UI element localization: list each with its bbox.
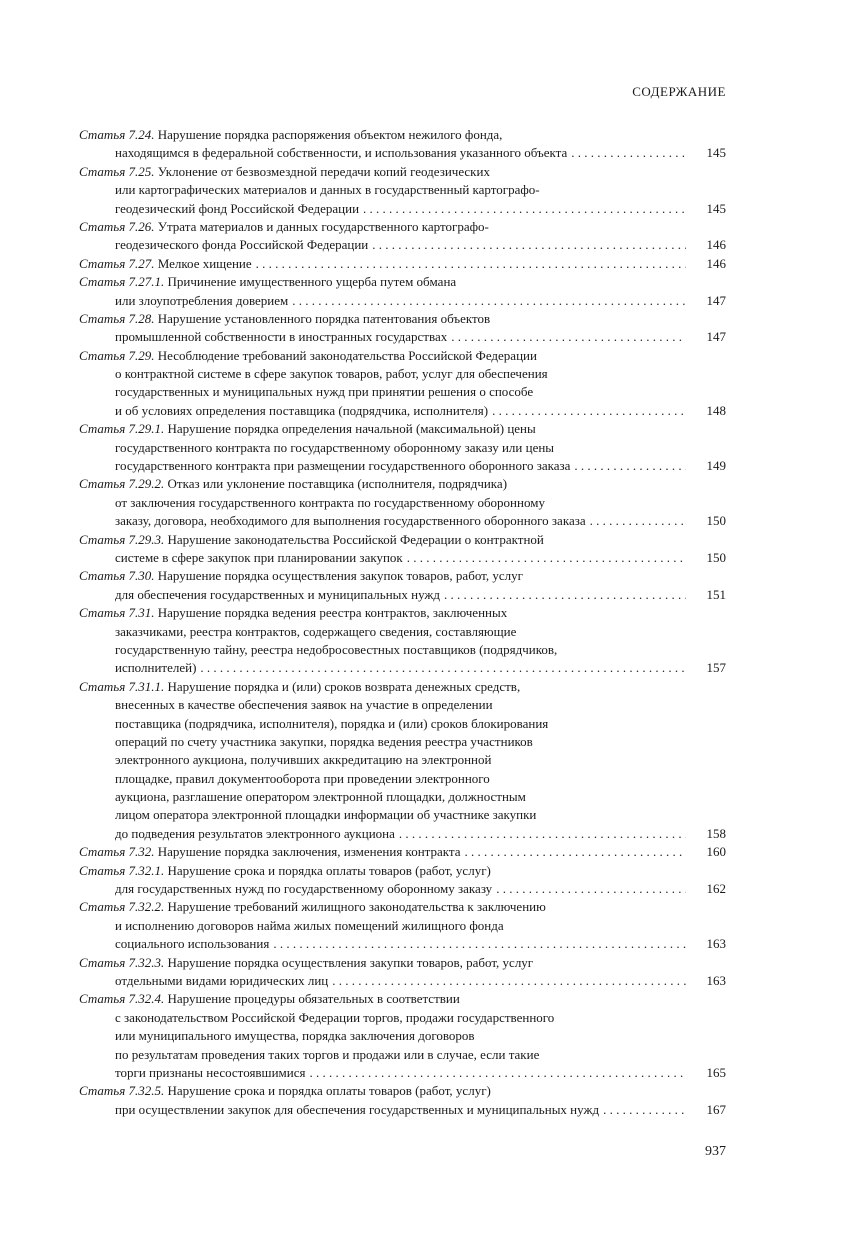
toc-entry[interactable] [79,862,726,899]
article-title-text: заказу, договора, необходимого для выполнения государственного оборонного заказа [115,513,586,529]
article-number: Статья 7.32.1. [79,862,165,878]
article-title-text: Нарушение срока и порядка оплаты товаров (работ, услуг) [167,862,491,878]
article-title-text: Уклонение от безвозмездной передачи копий геодезических [157,163,490,179]
dot-leader [567,144,686,162]
article-title-text: площадке, правил документооборота при проведении электронного [115,770,490,786]
toc-line [79,770,726,788]
toc-entry[interactable] [79,218,726,255]
dot-leader [570,457,686,475]
article-title-text: Нарушение порядка заключения, изменения контракта [157,844,461,860]
dot-leader [403,549,686,567]
toc-entry[interactable] [79,255,726,273]
toc-entry[interactable] [79,420,726,475]
dot-leader [288,292,686,310]
toc-entry[interactable] [79,898,726,953]
article-number: Статья 7.29. [79,347,155,363]
article-title-text: лицом оператора электронной площадки информации об участнике закупки [115,807,537,823]
dot-leader [196,659,686,677]
toc-line [79,1009,726,1027]
article-title-text: Нарушение порядка распоряжения объектом нежилого фонда, [157,127,503,142]
toc-line [79,641,726,659]
toc-entry[interactable] [79,126,726,163]
toc-page-number: 158 [706,825,726,841]
toc-line [79,1064,726,1082]
article-title-text: и исполнению договоров найма жилых помещений жилищного фонда [115,917,504,933]
toc-line [79,733,726,751]
dot-leader [368,236,686,254]
toc-line [79,604,726,622]
article-title-text: заказчиками, реестра контрактов, содержащего сведения, составляющие [115,623,517,639]
toc-line [79,806,726,824]
toc-line [79,843,726,861]
article-title-text: Нарушение процедуры обязательных в соответствии [167,991,460,1007]
toc-line [79,255,726,273]
dot-leader [492,880,686,898]
toc-line [79,935,726,953]
toc-line [79,678,726,696]
article-title-text: и об условиях определения поставщика (подрядчика, исполнителя) [115,402,489,418]
dot-leader [586,512,686,530]
toc-line [79,163,726,181]
article-title-text: государственную тайну, реестра недобросовестных поставщиков (подрядчиков, [115,641,558,657]
article-title-text: Нарушение порядка определения начальной (максимальной) цены [167,421,536,437]
article-title-text: системе в сфере закупок при планировании закупок [115,549,403,565]
toc-page-number: 150 [706,549,726,565]
article-number: Статья 7.25. [79,163,155,179]
toc-line [79,531,726,549]
toc-line [79,1101,726,1119]
article-title-text: электронного аукциона, получивших аккредитацию на электронной [115,752,492,768]
toc-line [79,788,726,806]
article-title-text: геодезический фонд Российской Федерации [115,200,360,216]
article-title-text: по результатам проведения таких торгов и продажи или в случае, если такие [115,1046,540,1062]
toc-line [79,144,726,162]
toc-page-number: 167 [706,1101,726,1117]
article-title-text: Причинение имущественного ущерба путем обмана [167,274,457,290]
toc-line [79,567,726,585]
toc-page-number: 163 [706,972,726,988]
article-title-text: Нарушение порядка ведения реестра контрактов, заключенных [157,605,508,621]
toc-line [79,402,726,420]
dot-leader [395,825,686,843]
article-number: Статья 7.27. [79,255,155,271]
toc-line [79,457,726,475]
toc-line [79,420,726,438]
article-title-text: торги признаны несостоявшимися [115,1064,306,1080]
article-title-text: или картографических материалов и данных в государственный картографо- [115,182,540,198]
article-title-text: Отказ или уклонение поставщика (исполнителя, подрядчика) [167,476,508,492]
toc-page-number: 147 [706,329,726,345]
dot-leader [440,586,686,604]
article-number: Статья 7.29.1. [79,421,165,437]
dot-leader [328,972,686,990]
article-number: Статья 7.29.2. [79,476,165,492]
toc-line [79,439,726,457]
toc-page-number: 165 [706,1064,726,1080]
toc-entry[interactable] [79,843,726,861]
article-title-text: операций по счету участника закупки, порядка ведения реестра участников [115,733,533,749]
dot-leader [252,255,686,273]
toc-line [79,328,726,346]
dot-leader [305,1064,686,1082]
toc-line [79,954,726,972]
toc-page-number: 150 [706,513,726,529]
article-title-text: о контрактной системе в сфере закупок товаров, работ, услуг для обеспечения [115,366,548,382]
article-title-text: с законодательством Российской Федерации торгов, продажи государственного [115,1009,555,1025]
toc-line [79,1046,726,1064]
toc-line [79,347,726,365]
toc-line [79,715,726,733]
dot-leader [269,935,686,953]
toc-entry[interactable] [79,475,726,530]
article-title-text: для государственных нужд по государственному оборонному заказу [115,881,493,897]
article-title-text: исполнителей) [115,660,197,676]
toc-page-number: 160 [706,844,726,860]
toc-line [79,1082,726,1100]
dot-leader [359,200,686,218]
toc-line [79,751,726,769]
article-number: Статья 7.31.1. [79,678,165,694]
article-title-text: социального использования [115,936,270,952]
article-number: Статья 7.31. [79,605,155,621]
toc-line [79,181,726,199]
toc-line [79,126,726,144]
article-title-text: государственного контракта по государственному оборонному заказу или цены [115,439,555,455]
article-number: Статья 7.28. [79,310,155,326]
toc-page-number: 148 [706,402,726,418]
article-title-text: государственного контракта при размещении государственного оборонного заказа [115,458,571,474]
article-number: Статья 7.32.5. [79,1083,165,1099]
article-title-text: государственных и муниципальных нужд при принятии решения о способе [115,384,534,400]
toc-entry[interactable] [79,954,726,991]
toc-entry[interactable] [79,347,726,421]
article-title-text: Несоблюдение требований законодательства Российской Федерации [157,347,537,363]
article-title-text: внесенных в качестве обеспечения заявок на участие в определении [115,697,493,713]
dot-leader [461,843,686,861]
article-title-text: аукциона, разглашение оператором электронной площадки, должностным [115,789,526,805]
article-title-text: Нарушение требований жилищного законодательства к заключению [167,899,546,915]
article-title-text: или злоупотребления доверием [115,292,289,308]
toc-page-number: 147 [706,292,726,308]
toc-line [79,696,726,714]
toc-line [79,292,726,310]
toc-line [79,880,726,898]
article-title-text: от заключения государственного контракта по государственному оборонному [115,494,545,510]
toc-entry[interactable] [79,163,726,218]
toc-line [79,383,726,401]
article-number: Статья 7.32.3. [79,954,165,970]
toc-entry[interactable] [79,531,726,568]
toc-line [79,898,726,916]
toc-line [79,236,726,254]
article-number: Статья 7.32.2. [79,899,165,915]
article-number: Статья 7.32.4. [79,991,165,1007]
dot-leader [447,328,686,346]
article-title-text: отдельными видами юридических лиц [115,972,329,988]
toc-page-number: 157 [706,660,726,676]
toc-page-number: 151 [706,586,726,602]
toc-line [79,475,726,493]
toc-line [79,862,726,880]
toc-page-number: 163 [706,936,726,952]
toc-entry[interactable] [79,1082,726,1119]
toc-entry[interactable] [79,990,726,1082]
toc-line [79,917,726,935]
article-title-text: до подведения результатов электронного аукциона [115,825,395,841]
article-title-text: геодезического фонда Российской Федерации [115,237,369,253]
article-title-text: Нарушение порядка и (или) сроков возврата денежных средств, [167,678,521,694]
page-number: 937 [705,1144,726,1159]
toc-line [79,494,726,512]
article-title-text: при осуществлении закупок для обеспечения государственных и муниципальных нужд [115,1101,600,1117]
toc-line [79,659,726,677]
article-title-text: находящимся в федеральной собственности, и использования указанного объекта [115,145,568,161]
toc-page-number: 145 [706,145,726,161]
toc-line [79,200,726,218]
article-number: Статья 7.32. [79,844,155,860]
article-number: Статья 7.30. [79,568,155,584]
dot-leader [488,402,686,420]
toc-page-number: 146 [706,255,726,271]
toc-line [79,512,726,530]
article-title-text: Нарушение порядка осуществления закупок товаров, работ, услуг [157,568,523,584]
toc-line [79,1027,726,1045]
article-number: Статья 7.27.1. [79,274,165,290]
toc-entry[interactable] [79,604,726,678]
toc-line [79,972,726,990]
dot-leader [599,1101,686,1119]
toc-entry[interactable] [79,273,726,310]
article-number: Статья 7.24. [79,127,155,142]
toc-line [79,273,726,291]
toc-line [79,310,726,328]
article-title-text: Нарушение законодательства Российской Федерации о контрактной [167,531,544,547]
article-title-text: Нарушение установленного порядка патентования объектов [157,310,491,326]
toc-entry[interactable] [79,678,726,844]
article-title-text: Нарушение срока и порядка оплаты товаров (работ, услуг) [167,1083,491,1099]
article-title-text: поставщика (подрядчика, исполнителя), порядка и (или) сроков блокирования [115,715,549,731]
running-head: СОДЕРЖАНИЕ [632,84,726,99]
article-title-text: Утрата материалов и данных государственного картографо- [157,218,489,234]
toc-line [79,825,726,843]
article-number: Статья 7.29.3. [79,531,165,547]
toc-line [79,990,726,1008]
toc-entry[interactable] [79,310,726,347]
article-title-text: промышленной собственности в иностранных государствах [115,329,448,345]
article-title-text: Нарушение порядка осуществления закупки товаров, работ, услуг [167,954,534,970]
toc-page-number: 162 [706,881,726,897]
toc-entry[interactable] [79,567,726,604]
toc-page-number: 146 [706,237,726,253]
table-of-contents [79,126,726,1119]
toc-line [79,586,726,604]
article-title-text: Мелкое хищение [157,255,252,271]
toc-page-number: 149 [706,458,726,474]
toc-page-number: 145 [706,200,726,216]
article-title-text: для обеспечения государственных и муниципальных нужд [115,586,441,602]
toc-line [79,623,726,641]
article-number: Статья 7.26. [79,218,155,234]
toc-line [79,549,726,567]
toc-line [79,218,726,236]
toc-line [79,365,726,383]
article-title-text: или муниципального имущества, порядка заключения договоров [115,1028,475,1044]
